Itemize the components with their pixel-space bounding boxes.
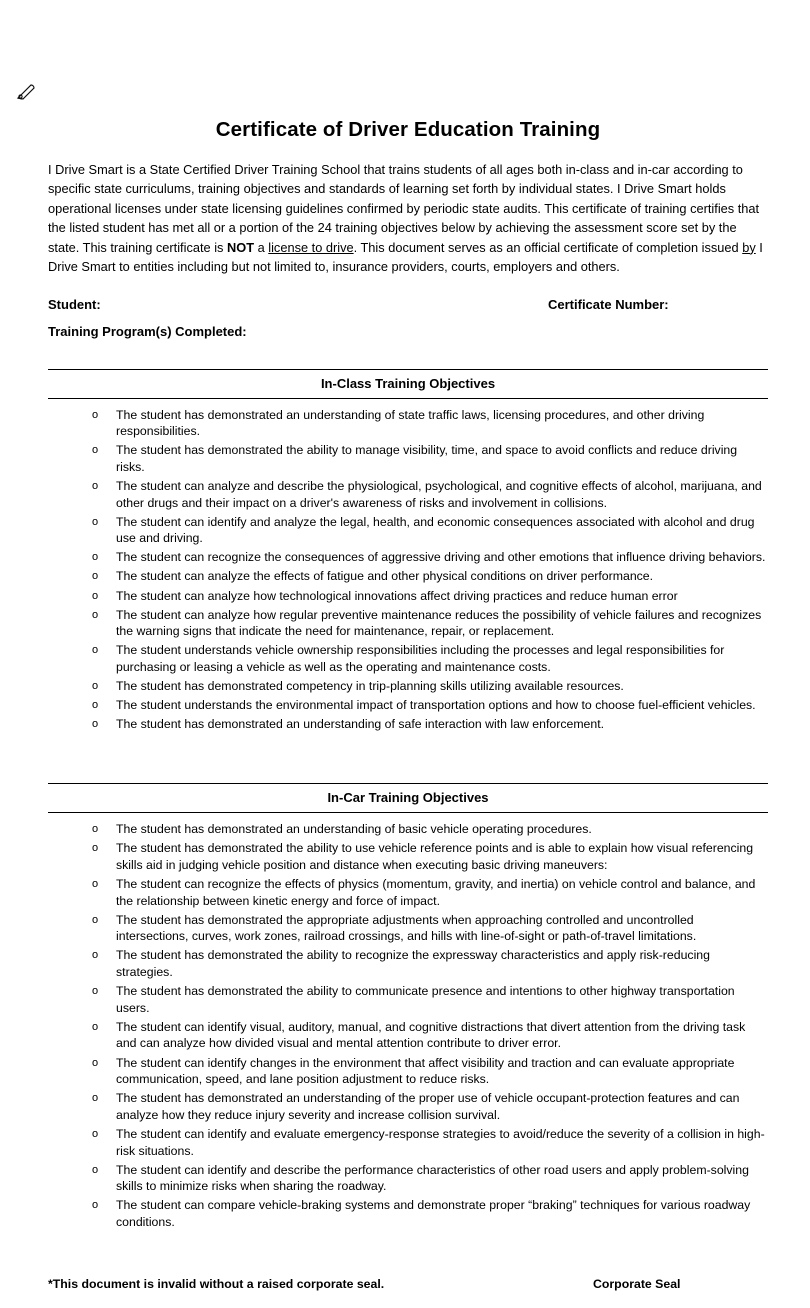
- section-in-class: [48, 369, 768, 736]
- page-title: Certificate of Driver Education Training: [215, 118, 601, 141]
- student-and-certificate-row: [48, 297, 768, 312]
- license-to-drive-link[interactable]: license to drive: [268, 239, 354, 255]
- list-item: o The student can recognize the effects of physics (momentum, gravity, and inertia) on vehicle control and balance, and the relationship between kinetic energy and force of impact.: [76, 876, 768, 912]
- list-item: o The student has demonstrated an understanding of basic vehicle operating procedures.: [76, 821, 768, 840]
- section-in-class-heading: In-Class Training Objectives: [48, 369, 768, 399]
- section-in-car-heading: In-Car Training Objectives: [48, 783, 768, 813]
- document-footer: [48, 1277, 768, 1291]
- list-item: o The student can identify and analyze the legal, health, and economic consequences associated with alcohol and drug use and driving.: [76, 514, 768, 550]
- logo-icon: [14, 80, 38, 104]
- list-item: o The student has demonstrated an understanding of state traffic laws, licensing procedures, and other driving responsibilities.: [76, 407, 768, 443]
- training-programs-label: Training Program(s) Completed:: [48, 323, 247, 339]
- list-item: o The student can analyze how regular preventive maintenance reduces the possibility of vehicle failures and recognizes the warning signs that indicate the need for maintenance, repair, or replacement.: [76, 607, 768, 643]
- list-item: o The student can compare vehicle-braking systems and demonstrate proper “braking” techniques for various roadway conditions.: [76, 1197, 768, 1233]
- list-item: o The student understands vehicle ownership responsibilities including the processes and legal responsibilities for purchasing or leasing a vehicle as well as the operating and maintenance costs.: [76, 642, 768, 678]
- intro-text-part-1: I Drive Smart is a State Certified Driver Training School that trains students of all ages both in-class and in-car according to specific state curriculums, training objectives and standards of learning set forth by individual states. I Drive Smart holds operational licenses under state licensing guidelines confirmed by periodic state audits. This certificate of training certifies that the listed student has met all or a portion of the 24 training objectives below by achieving the assessment score set by the state. This training certificate is: [48, 162, 760, 255]
- intro-emphasis-by: by: [742, 239, 756, 255]
- list-item: o The student can identify and evaluate emergency-response strategies to avoid/reduce the severity of a collision in high-risk situations.: [76, 1126, 768, 1162]
- list-item: o The student has demonstrated the ability to communicate presence and intentions to other highway transportation users.: [76, 983, 768, 1019]
- student-label: Student:: [48, 296, 101, 312]
- list-item: o The student can recognize the consequences of aggressive driving and other emotions that influence driving behaviors.: [76, 549, 768, 568]
- document-body: [48, 118, 768, 1291]
- list-item: o The student has demonstrated the ability to manage visibility, time, and space to avoid conflicts and reduce driving risks.: [76, 442, 768, 478]
- intro-emphasis-not: NOT: [227, 239, 255, 255]
- section-in-car: [48, 783, 768, 1233]
- corporate-seal-label: Corporate Seal: [593, 1276, 681, 1291]
- intro-paragraph: [48, 160, 768, 277]
- in-class-objectives-list: [48, 407, 768, 736]
- seal-disclaimer: *This document is invalid without a raised corporate seal.: [48, 1276, 385, 1291]
- list-item: o The student has demonstrated competency in trip-planning skills utilizing available resources.: [76, 678, 768, 697]
- list-item: o The student can identify and describe the performance characteristics of other road users and apply problem-solving skills to minimize risks when sharing the roadway.: [76, 1162, 768, 1198]
- list-item: o The student has demonstrated an understanding of safe interaction with law enforcement.: [76, 716, 768, 735]
- list-item: o The student has demonstrated the ability to recognize the expressway characteristics and apply risk-reducing strategies.: [76, 947, 768, 983]
- list-item: o The student can analyze how technological innovations affect driving practices and reduce human error: [76, 588, 768, 607]
- intro-text-part-4: I Drive Smart to entities including but not limited to, insurance providers, courts, employers and others.: [48, 239, 763, 275]
- certificate-number-label: Certificate Number:: [548, 296, 669, 312]
- list-item: o The student has demonstrated the appropriate adjustments when approaching controlled and uncontrolled intersections, curves, work zones, railroad crossings, and hills with line-of-sight or path-of-travel limitations.: [76, 912, 768, 948]
- intro-text-part-2: a: [254, 239, 269, 255]
- intro-text-part-3: . This document serves as an official certificate of completion issued: [353, 239, 743, 255]
- list-item: o The student can analyze the effects of fatigue and other physical conditions on driver performance.: [76, 568, 768, 587]
- list-item: o The student can identify changes in the environment that affect visibility and traction and can evaluate appropriate communication, speed, and lane position adjustment to reduce risks.: [76, 1055, 768, 1091]
- in-car-objectives-list: [48, 821, 768, 1233]
- list-item: o The student has demonstrated an understanding of the proper use of vehicle occupant-protection features and can analyze how they reduce injury severity and increase collision survival.: [76, 1090, 768, 1126]
- list-item: o The student can identify visual, auditory, manual, and cognitive distractions that divert attention from the driving task and can analyze how divided visual and mental attention contribute to driver error.: [76, 1019, 768, 1055]
- list-item: o The student can analyze and describe the physiological, psychological, and cognitive effects of alcohol, marijuana, and other drugs and their impact on a driver's awareness of risks and involvement in collisions.: [76, 478, 768, 514]
- section-divider-space: [48, 735, 768, 761]
- list-item: o The student understands the environmental impact of transportation options and how to choose fuel-efficient vehicles.: [76, 697, 768, 716]
- list-item: o The student has demonstrated the ability to use vehicle reference points and is able to explain how visual referencing skills aid in judging vehicle position and distance when executing basic driving maneuvers:: [76, 840, 768, 876]
